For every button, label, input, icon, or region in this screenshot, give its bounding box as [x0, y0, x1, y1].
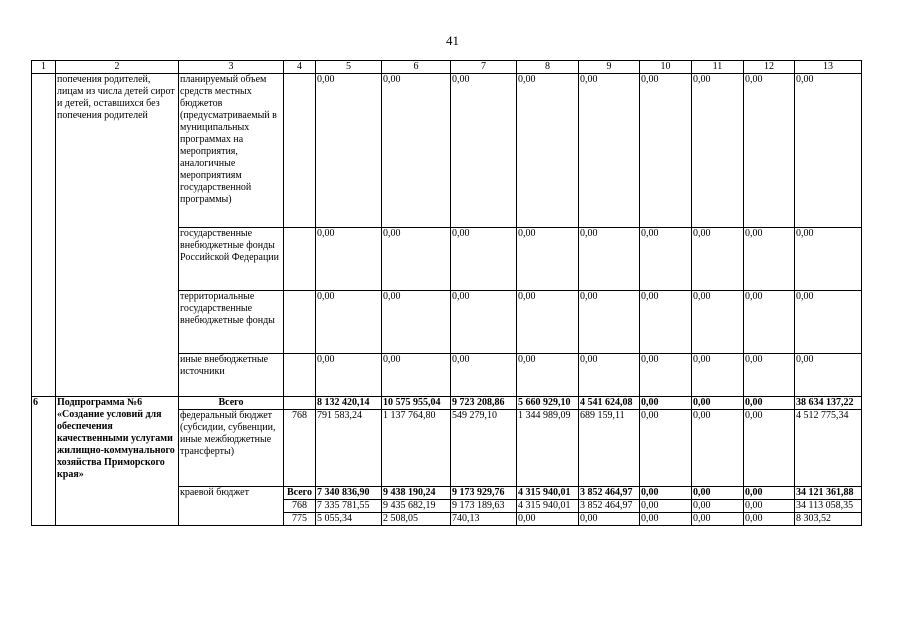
- value-cell: 8 303,52: [795, 513, 862, 526]
- budget-table: [31, 60, 862, 526]
- header-cell: 10: [640, 61, 692, 74]
- source-cell: краевой бюджет: [179, 487, 284, 526]
- header-cell: 5: [316, 61, 382, 74]
- value-cell: 740,13: [451, 513, 517, 526]
- code-cell: [284, 291, 316, 354]
- value-cell: 0,00: [744, 410, 795, 487]
- value-cell: 9 435 682,19: [382, 500, 451, 513]
- value-cell: 0,00: [579, 513, 640, 526]
- value-cell: 0,00: [640, 74, 692, 228]
- value-cell: 0,00: [316, 291, 382, 354]
- value-cell: 34 121 361,88: [795, 487, 862, 500]
- source-cell: Всего: [179, 397, 284, 410]
- value-cell: 0,00: [692, 228, 744, 291]
- value-cell: 0,00: [640, 397, 692, 410]
- value-cell: 4 512 775,34: [795, 410, 862, 487]
- source-cell: федеральный бюджет (субсидии, субвенции, иные межбюджетные трансферты): [179, 410, 284, 487]
- row-number-cell: [32, 74, 56, 397]
- value-cell: 0,00: [517, 354, 579, 397]
- table-row: [32, 74, 862, 228]
- value-cell: 1 344 989,09: [517, 410, 579, 487]
- value-cell: 7 335 781,55: [316, 500, 382, 513]
- value-cell: 10 575 955,04: [382, 397, 451, 410]
- value-cell: 0,00: [640, 410, 692, 487]
- value-cell: 9 173 189,63: [451, 500, 517, 513]
- value-cell: 0,00: [382, 228, 451, 291]
- source-cell: иные внебюджетные источники: [179, 354, 284, 397]
- value-cell: 0,00: [316, 74, 382, 228]
- value-cell: 0,00: [692, 487, 744, 500]
- value-cell: 7 340 836,90: [316, 487, 382, 500]
- code-cell: [284, 228, 316, 291]
- value-cell: 0,00: [744, 354, 795, 397]
- header-cell: 11: [692, 61, 744, 74]
- value-cell: 0,00: [517, 228, 579, 291]
- header-cell: 12: [744, 61, 795, 74]
- value-cell: 0,00: [692, 291, 744, 354]
- value-cell: 0,00: [640, 228, 692, 291]
- value-cell: 2 508,05: [382, 513, 451, 526]
- description-cell: Подпрограмма №6 «Создание условий для обеспечения качественными услугами жилищно-коммунального хозяйства Приморского края»: [56, 397, 179, 526]
- value-cell: 3 852 464,97: [579, 487, 640, 500]
- value-cell: 0,00: [640, 354, 692, 397]
- value-cell: 0,00: [517, 291, 579, 354]
- header-cell: 4: [284, 61, 316, 74]
- source-cell: государственные внебюджетные фонды Российской Федерации: [179, 228, 284, 291]
- code-cell: 768: [284, 500, 316, 513]
- value-cell: 0,00: [692, 354, 744, 397]
- value-cell: 0,00: [744, 74, 795, 228]
- value-cell: 0,00: [517, 74, 579, 228]
- value-cell: 0,00: [451, 354, 517, 397]
- header-cell: 1: [32, 61, 56, 74]
- value-cell: 0,00: [795, 74, 862, 228]
- value-cell: 0,00: [744, 397, 795, 410]
- value-cell: 1 137 764,80: [382, 410, 451, 487]
- value-cell: 38 634 137,22: [795, 397, 862, 410]
- value-cell: 0,00: [382, 291, 451, 354]
- value-cell: 4 541 624,08: [579, 397, 640, 410]
- value-cell: 0,00: [451, 74, 517, 228]
- value-cell: 0,00: [451, 291, 517, 354]
- code-cell: [284, 354, 316, 397]
- value-cell: 0,00: [692, 410, 744, 487]
- value-cell: 4 315 940,01: [517, 500, 579, 513]
- value-cell: 0,00: [382, 354, 451, 397]
- value-cell: 34 113 058,35: [795, 500, 862, 513]
- value-cell: 0,00: [316, 354, 382, 397]
- value-cell: 0,00: [640, 291, 692, 354]
- value-cell: 0,00: [316, 228, 382, 291]
- value-cell: 0,00: [692, 513, 744, 526]
- source-cell: планируемый объем средств местных бюджетов (предусматриваемый в муниципальных программах на мероприятия, аналогичные мероприятиям государственной программы): [179, 74, 284, 228]
- value-cell: 4 315 940,01: [517, 487, 579, 500]
- value-cell: 689 159,11: [579, 410, 640, 487]
- value-cell: 0,00: [692, 74, 744, 228]
- row-number-cell: 6: [32, 397, 56, 526]
- value-cell: 0,00: [640, 500, 692, 513]
- header-cell: 9: [579, 61, 640, 74]
- header-row: [32, 61, 862, 74]
- value-cell: 0,00: [382, 74, 451, 228]
- value-cell: 0,00: [579, 228, 640, 291]
- value-cell: 8 132 420,14: [316, 397, 382, 410]
- value-cell: 0,00: [744, 228, 795, 291]
- value-cell: 3 852 464,97: [579, 500, 640, 513]
- value-cell: 0,00: [517, 513, 579, 526]
- value-cell: 5 660 929,10: [517, 397, 579, 410]
- header-cell: 8: [517, 61, 579, 74]
- header-cell: 7: [451, 61, 517, 74]
- value-cell: 5 055,34: [316, 513, 382, 526]
- table-row-total: [32, 397, 862, 410]
- code-cell: [284, 74, 316, 228]
- value-cell: 0,00: [579, 291, 640, 354]
- code-cell: [284, 397, 316, 410]
- value-cell: 0,00: [579, 74, 640, 228]
- header-cell: 2: [56, 61, 179, 74]
- value-cell: 0,00: [795, 228, 862, 291]
- value-cell: 9 438 190,24: [382, 487, 451, 500]
- value-cell: 0,00: [640, 487, 692, 500]
- header-cell: 13: [795, 61, 862, 74]
- value-cell: 9 723 208,86: [451, 397, 517, 410]
- value-cell: 0,00: [640, 513, 692, 526]
- value-cell: 0,00: [692, 500, 744, 513]
- value-cell: 0,00: [579, 354, 640, 397]
- value-cell: 0,00: [744, 500, 795, 513]
- value-cell: 0,00: [795, 291, 862, 354]
- value-cell: 0,00: [744, 513, 795, 526]
- code-cell: Всего: [284, 487, 316, 500]
- header-cell: 3: [179, 61, 284, 74]
- code-cell: 775: [284, 513, 316, 526]
- header-cell: 6: [382, 61, 451, 74]
- description-cell: попечения родителей, лицам из числа детей сирот и детей, оставшихся без попечения родителей: [56, 74, 179, 397]
- source-cell: территориальные государственные внебюджетные фонды: [179, 291, 284, 354]
- value-cell: 0,00: [744, 291, 795, 354]
- value-cell: 791 583,24: [316, 410, 382, 487]
- value-cell: 549 279,10: [451, 410, 517, 487]
- value-cell: 0,00: [744, 487, 795, 500]
- code-cell: 768: [284, 410, 316, 487]
- page-number: 41: [446, 33, 459, 48]
- value-cell: 0,00: [795, 354, 862, 397]
- value-cell: 0,00: [692, 397, 744, 410]
- value-cell: 0,00: [451, 228, 517, 291]
- value-cell: 9 173 929,76: [451, 487, 517, 500]
